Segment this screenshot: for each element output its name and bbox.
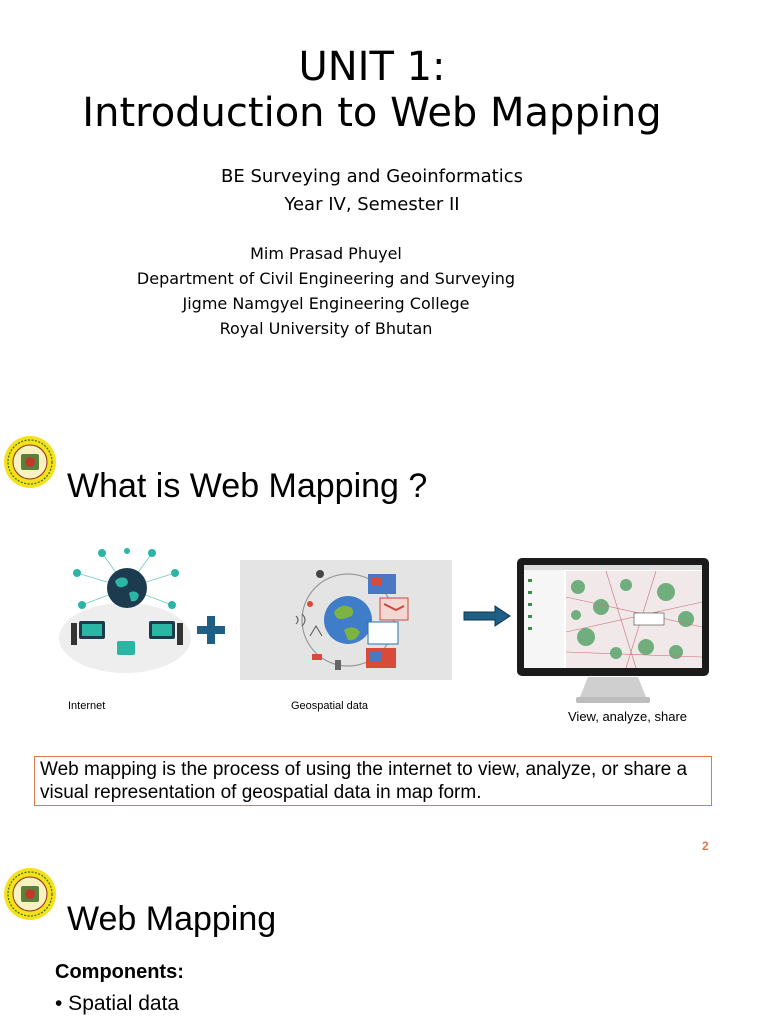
department-name: Department of Civil Engineering and Surveying [136,269,516,288]
geospatial-illustration [240,560,452,680]
caption-internet: Internet [68,700,106,712]
bullet-item: • Spatial data [55,992,180,1015]
page-number: 2 [702,839,709,853]
components-title: Components: [55,961,184,983]
program-label: BE Surveying and Geoinformatics [221,166,523,187]
slide3-heading: Web Mapping [67,900,277,938]
caption-view: View, analyze, share [568,709,687,724]
unit-title: UNIT 1: [298,44,446,90]
caption-geospatial: Geospatial data [291,700,369,712]
plus-icon [197,614,225,646]
university-name: Royal University of Bhutan [219,319,433,338]
author-name: Mim Prasad Phuyel [250,244,402,263]
arrow-right-icon [463,604,511,628]
definition-box [34,756,712,806]
college-logo [3,435,57,489]
college-logo [3,867,57,921]
internet-illustration [57,543,193,679]
course-title: Introduction to Web Mapping [82,90,662,136]
monitor-illustration [516,557,710,707]
definition-text: Web mapping is the process of using the internet to view, analyze, or share a visual representation of geospatial data in map form. [40,759,688,803]
college-name: Jigme Namgyel Engineering College [182,294,470,313]
slide2-heading: What is Web Mapping ? [67,467,428,505]
year-label: Year IV, Semester II [284,194,460,215]
